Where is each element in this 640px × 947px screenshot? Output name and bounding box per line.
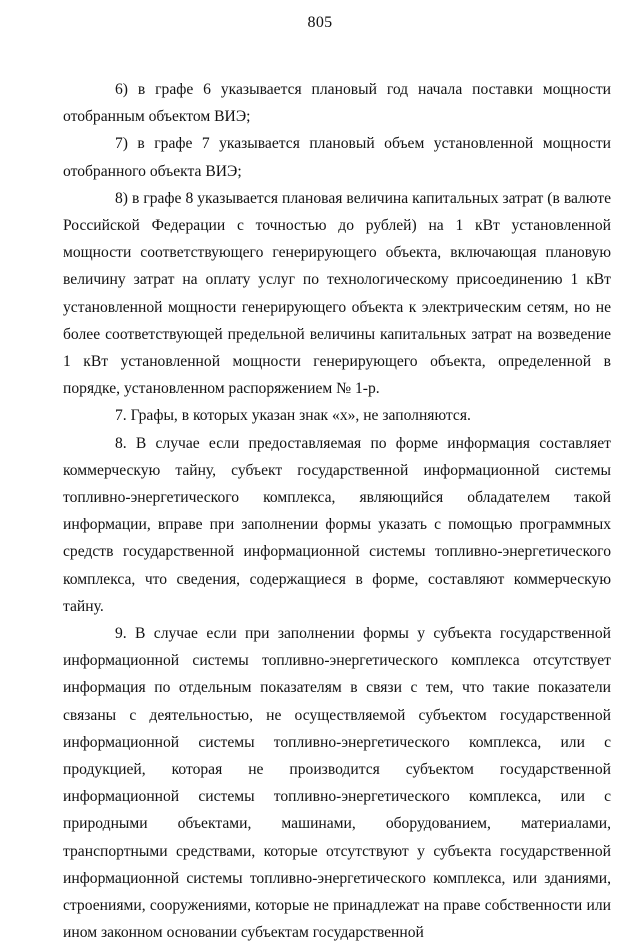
paragraph-section-9: 9. В случае если при заполнении формы у субъекта государственной информационной системы топливно-энергетического комплекса отсутствует информация по отдельным показателям в связи с тем, что такие показатели связаны с деятельностью, не осуществляемой субъектом государственной информационной системы топливно-энергетического комплекса, или с продукцией, которая не производится субъектом государственной информационной системы топливно-энергетического комплекса, или с природными объектами, машинами, оборудованием, материалами, транспортными средствами, которые отсутствуют у субъекта государственной информационной системы топливно-энергетического комплекса, или зданиями, строениями, сооружениями, которые не принадлежат на праве собственности или ином законном основании субъектам государственной	[63, 625, 611, 942]
paragraph-item-8: 8) в графе 8 указывается плановая величина капитальных затрат (в валюте Российской Федерации с точностью до рублей) на 1 кВт установленной мощности соответствующего генерирующего объекта, включающая плановую величину затрат на оплату услуг по технологическому присоединению 1 кВт установленной мощности генерирующего объекта к электрическим сетям, но не более соответствующей предельной величины капитальных затрат на возведение 1 кВт установленной мощности генерирующего объекта, определенной в порядке, установленном распоряжением № 1-р.	[63, 189, 611, 398]
document-body	[63, 76, 611, 947]
paragraph-section-8: 8. В случае если предоставляемая по форме информация составляет коммерческую тайну, субъект государственной информационной системы топливно-энергетического комплекса, являющийся обладателем такой информации, вправе при заполнении формы указать с помощью программных средств государственной информационной системы топливно-энергетического комплекса, что сведения, содержащиеся в форме, составляют коммерческую тайну.	[63, 434, 611, 615]
page-number: 805	[307, 14, 333, 31]
paragraph-item-7: 7) в графе 7 указывается плановый объем установленной мощности отобранного объекта ВИЭ;	[63, 135, 611, 180]
paragraph-section-7: 7. Графы, в которых указан знак «х», не заполняются.	[115, 407, 471, 425]
paragraph-item-6: 6) в графе 6 указывается плановый год начала поставки мощности отобранным объектом ВИЭ;	[63, 81, 611, 126]
